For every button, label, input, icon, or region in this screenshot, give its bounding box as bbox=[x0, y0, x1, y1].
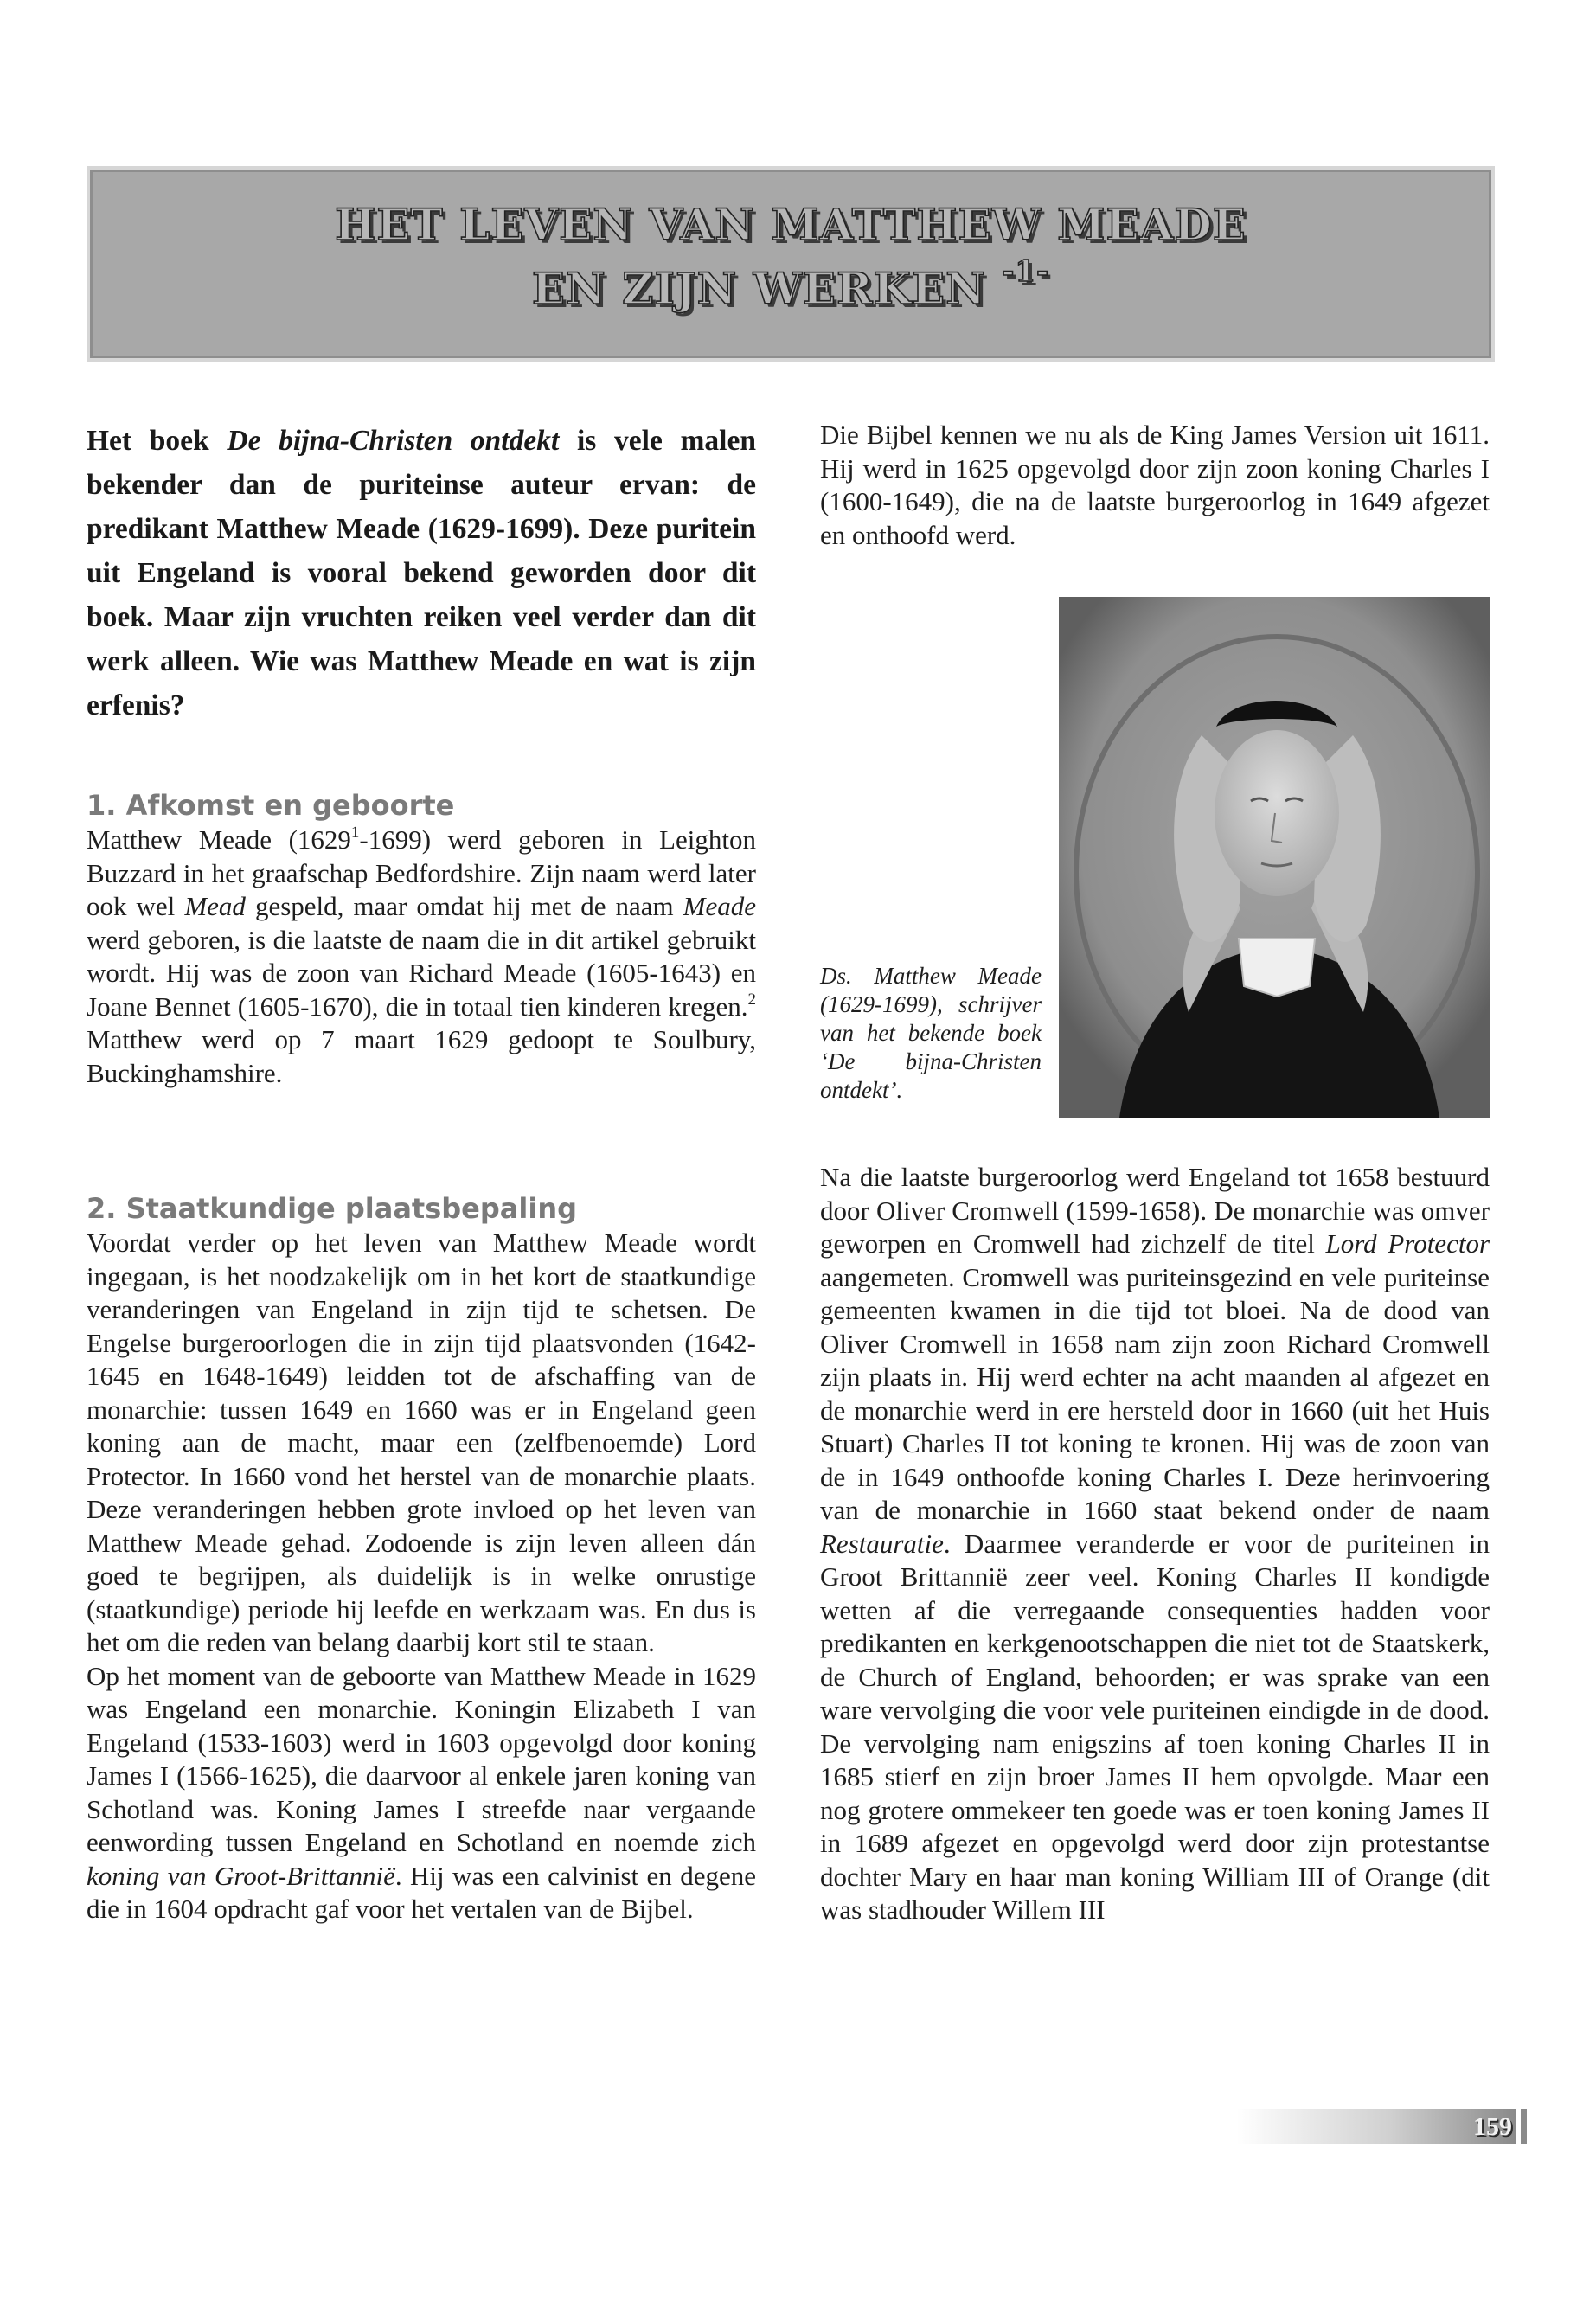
portrait-image bbox=[1059, 597, 1490, 1118]
portrait-caption: Ds. Matthew Meade (1629-1699), schrijver van het bekende boek ‘De bijna-Christen ontdekt’. bbox=[820, 963, 1042, 1103]
section-1 bbox=[87, 787, 756, 1090]
section-2-heading: 2. Staatkundige plaatsbepaling bbox=[87, 1192, 577, 1225]
section-2 bbox=[87, 1190, 756, 1926]
footnote-1-marker: 1 bbox=[350, 824, 360, 842]
page-number-tick bbox=[1521, 2109, 1527, 2144]
right-column-top-paragraph: Die Bijbel kennen we nu als de King James Version uit 1611. Hij werd in 1625 opgevolgd door zijn zoon koning Charles I (1600-1649), die na de laatste burgeroorlog in 1649 afgezet en onthoofd werd. bbox=[820, 420, 1490, 550]
title-footnote-marker: -1- bbox=[1002, 254, 1050, 289]
book-title: De bijna-Christen ontdekt bbox=[227, 425, 560, 457]
section-1-heading: 1. Afkomst en geboorte bbox=[87, 789, 455, 822]
section-2-paragraph-1: Voordat verder op het leven van Matthew Meade wordt ingegaan, is het noodzakelijk om in het kort de staatkundige veranderingen van Engeland in zijn tijd te schetsen. De Engelse burgeroorlogen die in zijn tijd plaatsvonden (1642-1645 en 1648-1649) leidden tot de afschaffing van de monarchie: tussen 1649 en 1660 was er in Engeland geen koning aan de macht, maar een (zelfbenoemde) Lord Protector. In 1660 vond het herstel van de monarchie plaats. Deze veranderingen hebben grote invloed op het leven van Matthew Meade gehad. Zodoende is zijn leven alleen dán goed te begrijpen, als duidelijk is in welke onrustige (staatkundige) periode hij leefde en werkzaam was. En dus is het om die reden van belang daarbij kort stil te staan. bbox=[87, 1227, 756, 1657]
intro-paragraph: Het boek De bijna-Christen ontdekt is vele malen bekender dan de puriteinse auteur ervan: de predikant Matthew Meade (1629-1699). Deze puritein uit Engeland is vooral bekend geworden door dit boek. Maar zijn vruchten reiken veel verder dan dit werk alleen. Wie was Matthew Meade en wat is zijn erfenis? bbox=[87, 425, 756, 721]
page-number: 159 bbox=[1473, 2112, 1512, 2141]
section-2-paragraph-2: Op het moment van de geboorte van Matthew Meade in 1629 was Engeland een monarchie. Koningin Elizabeth I van Engeland (1533-1603) werd in 1603 opgevolgd door koning James I (1566-1625), die daarvoor al enkele jaren koning van Schotland was. Koning James I streefde naar vergaande eenwording tussen Engeland en Schotland en noemde zich koning van Groot-Brittannië. Hij was een calvinist en degene die in 1604 opdracht gaf voor het vertalen van de Bijbel. bbox=[87, 1660, 756, 1924]
right-column-body: Na die laatste burgeroorlog werd Engeland tot 1658 bestuurd door Oliver Cromwell (1599-1658). De monarchie was omver geworpen en Cromwell had zichzelf de titel Lord Protector aangemeten. Cromwell was puriteinsgezind en vele puriteinse gemeenten kwamen in die tijd tot bloei. Na de dood van Oliver Cromwell in 1658 nam zijn zoon Richard Cromwell zijn plaats in. Hij werd echter na acht maanden al afgezet en de monarchie werd in ere hersteld door in 1660 (uit het Huis Stuart) Charles II tot koning te kronen. Hij was de zoon van de in 1649 onthoofde koning Charles I. Deze herinvoering van de monarchie in 1660 staat bekend onder de naam Restauratie. Daarmee veranderde er voor de puriteinen in Groot Brittannië zeer veel. Koning Charles II kondigde wetten af die verregaande consequenties hadden voor predikanten en kerkgenootschappen die niet tot de Staatskerk, de Church of England, behoorden; er was sprake van een ware vervolging die voor vele puriteinen eindigde in de dood. De vervolging nam enigszins af toen koning Charles II in 1685 stierf en zijn broer James II hem opvolgde. Maar een nog grotere ommekeer ten goede was er toen koning James II in 1689 afgezet en opgevolgd werd door zijn protestantse dochter Mary en haar man koning William III of Orange (dit was stadhouder Willem III bbox=[820, 1162, 1490, 1925]
page-title-line-1: HET LEVEN VAN MATTHEW MEADE bbox=[335, 199, 1247, 250]
footnote-2-marker: 2 bbox=[747, 990, 756, 1009]
page-title-line-2: EN ZIJN WERKEN $^{-1-}$ bbox=[531, 254, 1050, 314]
title-banner bbox=[87, 166, 1495, 362]
section-1-text: Matthew Meade (1629$^1$-1699) werd geboren in Leighton Buzzard in het graafschap Bedfordshire. Zijn naam werd later ook wel Mead gespeld, maar omdat hij met de naam Meade werd geboren, is die laatste de naam die in dit artikel gebruikt wordt. Hij was de zoon van Richard Meade (1605-1643) en Joane Bennet (1605-1670), die in totaal tien kinderen kregen.$^2$ Matthew werd op 7 maart 1629 gedoopt te Soulbury, Buckinghamshire. bbox=[87, 824, 756, 1088]
